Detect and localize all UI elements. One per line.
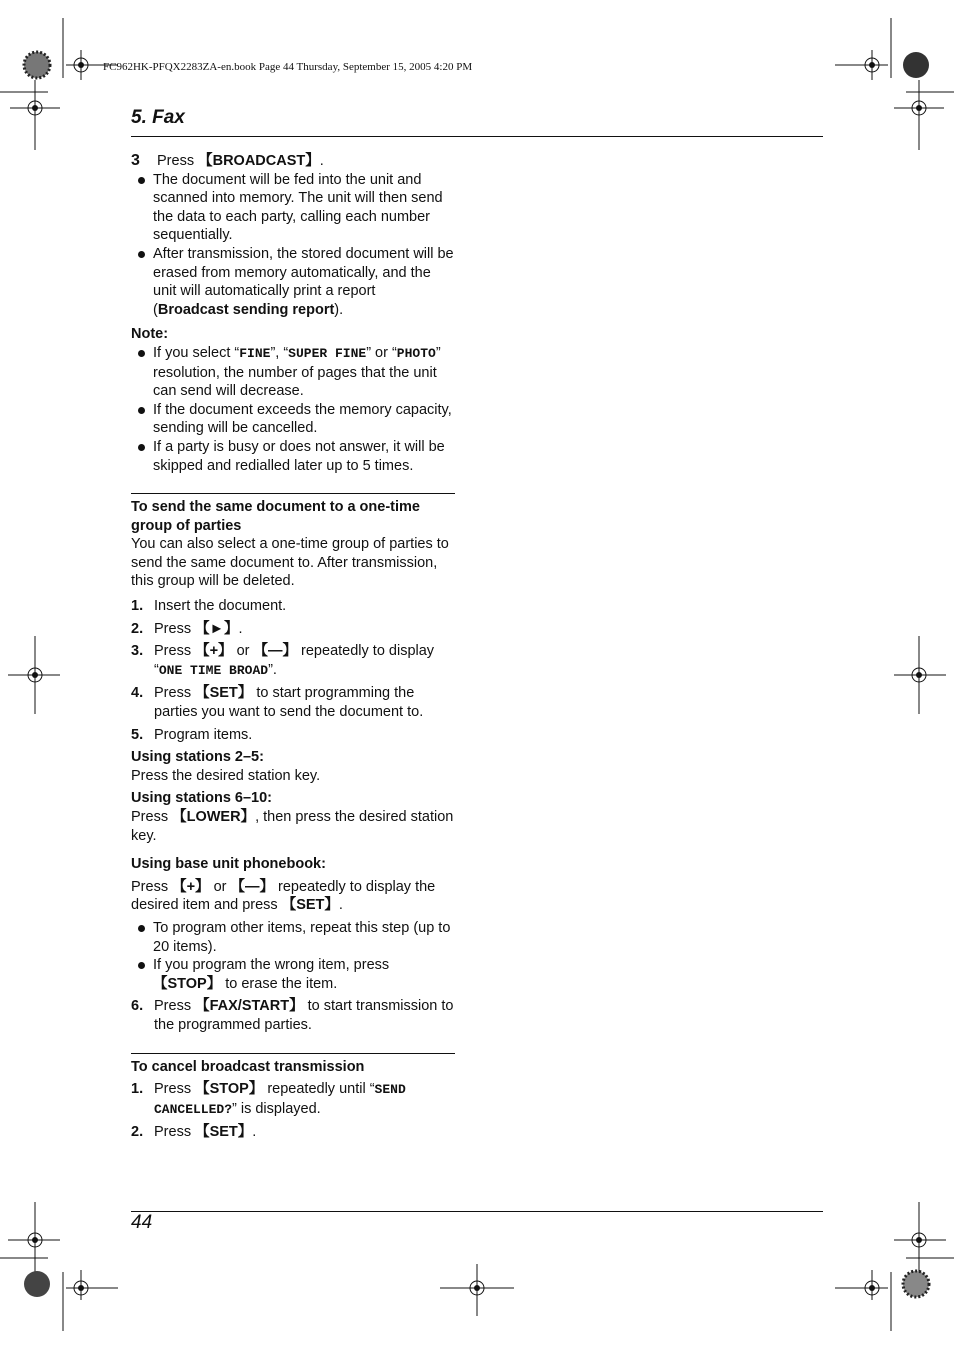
phonebook-bullet: To program other items, repeat this step (up to 20 items). [131,919,455,956]
right-arrow-key: 【►】 [195,620,239,637]
note-heading: Note: [131,326,169,343]
step-3: 3 Press 【BROADCAST】. [131,152,324,169]
phonebook-bullet: If you program the wrong item, press 【STOP】 to erase the item. [131,956,455,993]
list-step: 6. Press 【FAX/START】 to start transmission to the programmed parties. [131,998,454,1033]
section-heading-one-time-group: To send the same document to a one-time group of parties [131,493,455,535]
bullet-icon [138,350,145,357]
header-rule [131,136,823,137]
broadcast-key: 【BROADCAST】 [198,153,320,169]
content-column: 3 Press 【BROADCAST】. The document will be fed into the unit and scanned into memory. The unit will then send the data to each party, calling each number sequentially. After transmission, the stored document will be erased from memory automatically, and the unit will automatically print a report (Broadcast sending report). Note: If you select “FINE”, “SUPER FINE” or “PHOTO” resolution, the number of pages that the unit can send will decrease. If the document exceeds the memory capacity, sending will be cancelled. If a party is busy or does not answer, it will be skipped and redialled later up to 5 times. To send the same document to a one-time group of parties You can also select a one-time group of parties to send the same document to. After transmission, this group will be deleted. 1. Insert the document. 2. Press 【►】. 3. Press 【+】 or 【—】 repeatedly to display “ONE TIME BROAD”. 4. Press 【SET】 to start programming the parties you want to send the document to. 5. Program items. Using stations 2–5: Press the desired station key. Using stations 6–10: Press 【LOWER】, then press the desired station key. Using base unit phonebook: Press 【+】 or 【—】 repeatedly to display the desired item and press 【SET】. To program other items, repeat this step (up to 20 items). If you program the wrong item, press 【STOP】 to erase the item. 6. Press 【FAX/START】 to start transmission to the programmed parties. To cancel broadcast transmission 1. Press 【STOP】 repeatedly until “SEND CANCELLED?” is displayed. 2. Press 【SET】. [131,152,454,1141]
footer-rule [131,1211,823,1212]
bullet-icon [138,444,145,451]
step-number: 3 [131,152,140,169]
subheading-stations-6-10: Using stations 6–10: [131,790,273,807]
file-info-line: FC962HK-PFQX2283ZA-en.book Page 44 Thursday, September 15, 2005 4:20 PM [103,61,473,73]
step-3-bullet: The document will be fed into the unit and scanned into memory. The unit will then send the data to each party, calling each number sequentially. [131,171,455,245]
bullet-icon [138,407,145,414]
section-intro: You can also select a one-time group of parties to send the same document to. After transmission, this group will be deleted. [131,536,449,590]
list-step: 1. Press 【STOP】 repeatedly until “SEND CANCELLED?” is displayed. [131,1081,406,1117]
bullet-icon [138,177,145,184]
subheading-stations-2-5: Using stations 2–5: [131,749,264,766]
bullet-icon [138,251,145,258]
page-number: 44 [131,1212,153,1233]
step-3-bullet: After transmission, the stored document will be erased from memory automatically, and the unit will automatically print a report (Broadcast sending report). [131,245,455,319]
note-bullet: If a party is busy or does not answer, it will be skipped and redialled later up to 5 times. [131,438,455,475]
subheading-phonebook: Using base unit phonebook: [131,856,326,873]
list-step: 2. Press 【SET】. [131,1124,257,1141]
list-step: 5. Program items. [131,726,253,743]
chapter-title: 5. Fax [131,107,185,128]
bullet-icon [138,925,145,932]
list-step: 1. Insert the document. [131,598,287,615]
list-step: 4. Press 【SET】 to start programming the parties you want to send the document to. [131,685,424,721]
list-step: 3. Press 【+】 or 【—】 repeatedly to display “ONE TIME BROAD”. [131,643,435,678]
note-bullet: If you select “FINE”, “SUPER FINE” or “PHOTO” resolution, the number of pages that the unit can send will decrease. [131,344,455,401]
list-step: 2. Press 【►】. [131,620,243,637]
section-heading-cancel: To cancel broadcast transmission [131,1053,455,1077]
bullet-icon [138,962,145,969]
note-bullet: If the document exceeds the memory capacity, sending will be cancelled. [131,401,455,438]
